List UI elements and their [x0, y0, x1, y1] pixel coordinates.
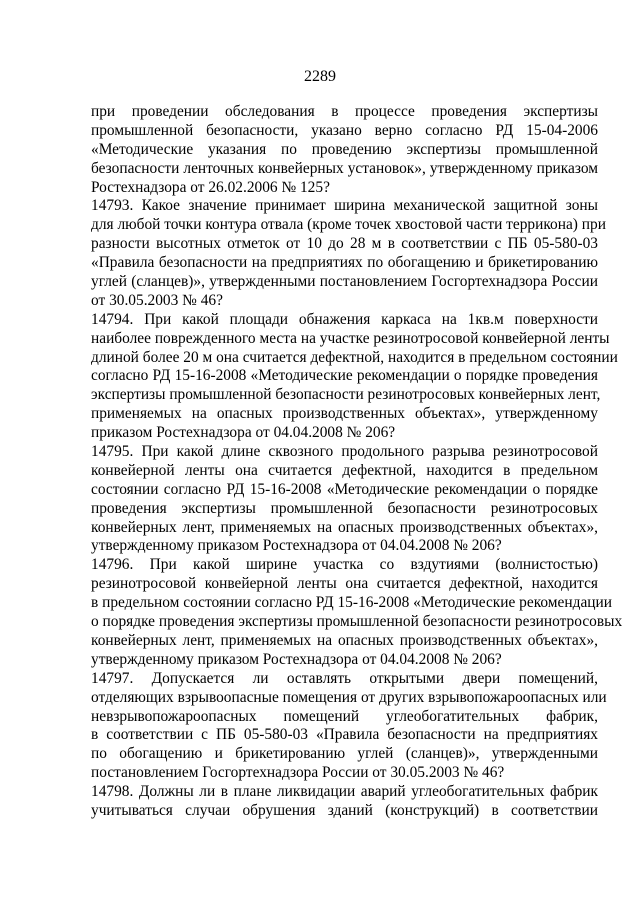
text-line: о порядке проведения экспертизы промышленной безопасности резинотросовых [91, 613, 623, 631]
text-line: для любой точки контура отвала (кроме точек хвостовой части терриконa) при [91, 216, 606, 234]
text-line: экспертизы промышленной безопасности резинотросовых конвейерных лент, [91, 386, 601, 404]
text-line: по обогащению и брикетированию углей (сланцев)», утвержденными [91, 745, 598, 763]
text-line: проведения экспертизы промышленной безопасности резинотросовых [91, 499, 598, 517]
text-line: состоянии согласно РД 15-16-2008 «Методические рекомендации о порядке [91, 480, 598, 498]
text-line: 14795. При какой длине сквозного продольного разрыва резинотросовой [91, 443, 598, 461]
text-line: безопасности ленточных конвейерных установок», утвержденному приказом [91, 159, 598, 177]
text-line: в предельном состоянии согласно РД 15-16-2008 «Методические рекомендации [91, 594, 612, 612]
text-line: конвейерных лент, применяемых на опасных производственных объектах», [91, 631, 598, 649]
paragraph [91, 669, 607, 783]
text-line: утвержденному приказом Ростехнадзора от 04.04.2008 № 206? [91, 537, 502, 555]
text-line: учитываться случаи обрушения зданий (конструкций) в соответствии [91, 801, 598, 819]
text-line: 14796. При какой ширине участка со вздутиями (волнистостью) [91, 556, 598, 574]
text-line: промышленной безопасности, указано верно согласно РД 15-04-2006 [91, 121, 598, 139]
text-line: 14797. Допускается ли оставлять открытыми двери помещений, [91, 669, 598, 687]
text-line: наиболее поврежденного места на участке резинотросовой конвейерной ленты [91, 329, 610, 347]
text-line: приказом Ростехнадзора от 04.04.2008 № 206? [91, 424, 396, 442]
text-line: конвейерных лент, применяемых на опасных производственных объектах», [91, 518, 598, 536]
paragraph [91, 443, 598, 556]
text-line: резинотросовой конвейерной ленты она считается дефектной, находится [91, 575, 598, 593]
text-line: невзрывопожароопасных помещений углеобогатительных фабрик, [91, 707, 598, 725]
text-line: конвейерной ленты она считается дефектной, находится в предельном [91, 461, 598, 479]
document-body [91, 103, 623, 821]
text-line: 14794. При какой площади обнажения каркаса на 1кв.м поверхности [91, 310, 598, 328]
text-line: отделяющих взрывоопасные помещения от других взрывопожароопасных или [91, 688, 607, 706]
text-line: от 30.05.2003 № 46? [91, 291, 223, 309]
text-line: 14798. Должны ли в плане ликвидации аварий углеобогатительных фабрик [91, 783, 598, 801]
text-line: в соответствии с ПБ 05-580-03 «Правила безопасности на предприятиях [91, 726, 598, 744]
text-line: 14793. Какое значение принимает ширина механической защитной зоны [91, 197, 598, 215]
text-line: применяемых на опасных производственных объектах», утвержденному [91, 405, 598, 423]
paragraph [91, 556, 623, 669]
text-line: «Правила безопасности на предприятиях по обогащению и брикетированию [91, 254, 598, 272]
text-line: длиной более 20 м она считается дефектной, находится в предельном состоянии [91, 348, 618, 366]
text-line: утвержденному приказом Ростехнадзора от 04.04.2008 № 206? [91, 650, 502, 668]
paragraph [91, 197, 606, 310]
text-line: при проведении обследования в процессе проведения экспертизы [91, 103, 598, 120]
text-line: разности высотных отметок от 10 до 28 м в соответствии с ПБ 05-580-03 [91, 235, 598, 253]
text-line: согласно РД 15-16-2008 «Методические рекомендации о порядке проведения [91, 367, 598, 385]
text-line: «Методические указания по проведению экспертизы промышленной [91, 140, 598, 158]
paragraph [91, 103, 598, 197]
text-line: постановлением Госгортехнадзора России от 30.05.2003 № 46? [91, 764, 505, 782]
text-line: Ростехнадзора от 26.02.2006 № 125? [91, 178, 330, 196]
page-number: 2289 [304, 68, 336, 85]
paragraph [91, 783, 598, 821]
paragraph [91, 310, 618, 443]
text-line: углей (сланцев)», утвержденными постановлением Госгортехнадзора России [91, 273, 598, 291]
